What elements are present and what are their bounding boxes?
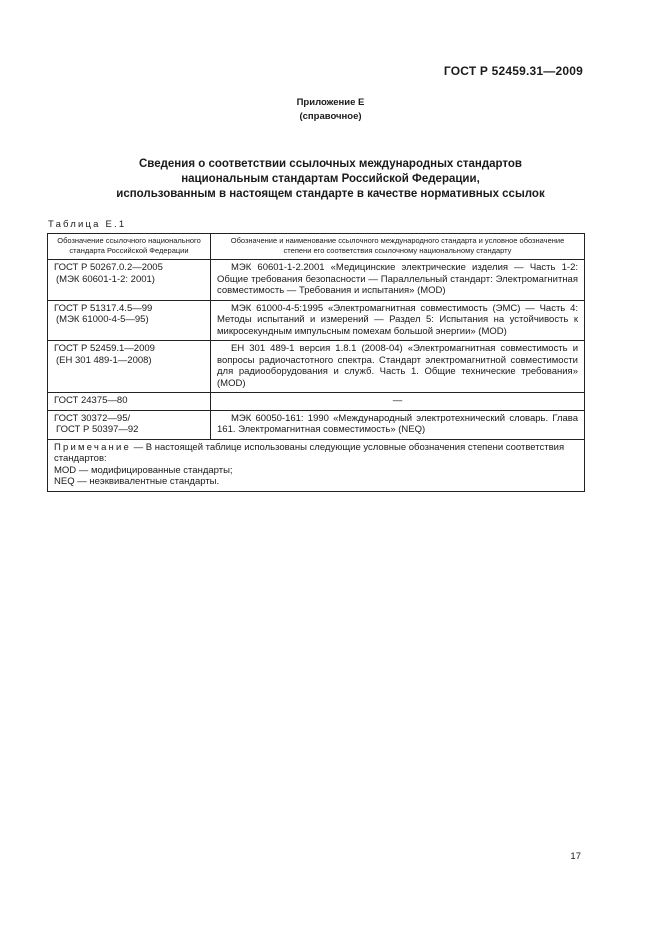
table-note-row — [48, 439, 585, 491]
national-standard-cell — [48, 410, 211, 439]
national-standard-code: ГОСТ 24375—80 — [54, 395, 128, 406]
title-line: использованным в настоящем стандарте в качестве нормативных ссылок — [116, 188, 545, 200]
conformity-table — [47, 233, 585, 492]
title-line: Сведения о соответствии ссылочных международных стандартов — [138, 158, 522, 170]
national-standard-cell — [48, 393, 211, 411]
international-standard-cell — [211, 300, 585, 341]
national-standard-code: ГОСТ 30372—95/ — [54, 412, 131, 424]
national-standard-code-alt: ГОСТ Р 50397—92 — [56, 424, 139, 435]
table-header-row — [48, 234, 585, 260]
international-equivalent-code: (ЕН 301 489-1—2008) — [56, 354, 152, 366]
international-equivalent-code: (МЭК 60601-1-2: 2001) — [56, 273, 155, 285]
national-standard-cell — [48, 341, 211, 393]
international-equivalent-code: (МЭК 61000-4-5—95) — [56, 314, 149, 325]
national-standard-code: ГОСТ Р 50267.0.2—2005 — [54, 262, 163, 273]
header-national-standard: Обозначение ссылочного национального стандарта Российской Федерации — [48, 234, 211, 260]
international-standard-cell — [211, 410, 585, 439]
national-standard-code: ГОСТ Р 52459.1—2009 — [54, 343, 155, 354]
document-title — [60, 157, 601, 202]
note-item: NEQ — неэквивалентные стандарты. — [54, 476, 220, 487]
table-row — [48, 341, 585, 393]
header-international-standard: Обозначение и наименование ссылочного международного стандарта и условное обозначение степени его соответствия ссылочному национальному стандарту — [211, 234, 585, 260]
international-standard-cell: — — [211, 393, 585, 411]
table-note — [48, 439, 585, 491]
table-row — [48, 260, 585, 301]
table-label: Таблица Е.1 — [48, 219, 127, 230]
annex-heading — [0, 96, 661, 124]
table-row — [48, 300, 585, 341]
international-standard-text: МЭК 60601-1-2.2001 «Медицинские электрические изделия — Часть 1-2: Общие требования безопасности — Параллельный стандарт: Электромагнитная совместимость — Требования и испытания» (MOD) — [217, 262, 578, 296]
international-standard-cell — [211, 341, 585, 393]
international-standard-text: МЭК 61000-4-5:1995 «Электромагнитная совместимость (ЭМС) — Часть 4: Методы испытаний и измерений — Раздел 5: Испытания на устойчивость к микросекундным импульсным помехам большой энергии» (MOD) — [217, 302, 578, 337]
table-row — [48, 410, 585, 439]
page-number: 17 — [570, 851, 581, 862]
note-label: Примечание — [54, 441, 131, 453]
national-standard-cell — [48, 260, 211, 301]
standard-number: ГОСТ Р 52459.31—2009 — [443, 64, 583, 78]
annex-title: Приложение Е — [296, 97, 365, 108]
international-standard-cell — [211, 260, 585, 301]
title-line: национальным стандартам Российской Федерации, — [181, 173, 480, 185]
international-standard-text: ЕН 301 489-1 версия 1.8.1 (2008-04) «Электромагнитная совместимость и вопросы радиочастотного спектра. Стандарт электромагнитной совместимости для радиооборудования и служб. Часть 1. Общие технические требования» (MOD) — [217, 343, 578, 389]
national-standard-code: ГОСТ Р 51317.4.5—99 — [54, 302, 153, 314]
national-standard-cell — [48, 300, 211, 341]
note-text: — В настоящей таблице использованы следующие условные обозначения степени соответствия стандартов: — [54, 441, 565, 464]
table-row — [48, 393, 585, 411]
international-standard-text: МЭК 60050-161: 1990 «Международный электротехнический словарь. Глава 161. Электромагнитная совместимость» (NEQ) — [217, 412, 578, 435]
annex-kind: (справочное) — [299, 111, 362, 122]
note-item: MOD — модифицированные стандарты; — [54, 464, 233, 476]
